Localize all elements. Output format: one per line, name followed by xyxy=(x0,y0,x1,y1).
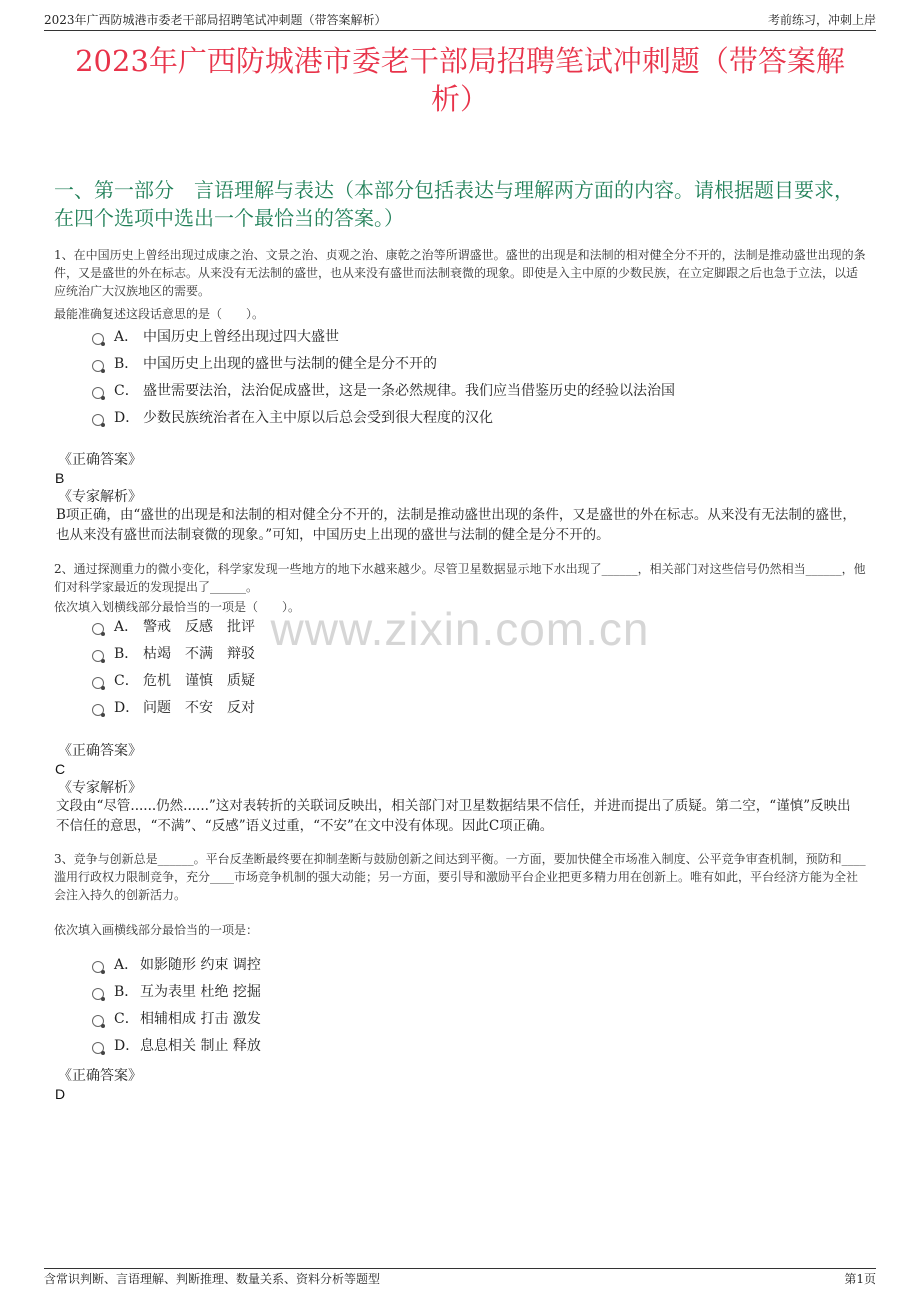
option-key: A． xyxy=(114,957,139,973)
option-a[interactable] xyxy=(92,327,812,354)
radio-icon[interactable] xyxy=(92,704,104,716)
option-a[interactable] xyxy=(92,955,812,982)
expert-analysis-label: 《专家解析》 xyxy=(58,780,142,796)
option-b[interactable] xyxy=(92,354,812,381)
correct-answer: C xyxy=(55,761,66,777)
option-text: 如影随形 约束 调控 xyxy=(140,957,261,973)
correct-answer-label: 《正确答案》 xyxy=(58,452,142,468)
question-2-prompt: 依次填入划横线部分最恰当的一项是（ ）。 xyxy=(54,600,301,614)
option-text: 危机 谨慎 质疑 xyxy=(143,673,255,689)
option-text: 相辅相成 打击 激发 xyxy=(140,1011,261,1027)
radio-icon[interactable] xyxy=(92,677,104,689)
correct-answer: D xyxy=(55,1086,66,1102)
expert-analysis-label: 《专家解析》 xyxy=(58,489,142,505)
question-3-text: 3、竞争与创新总是______。平台反垄断最终要在抑制垄断与鼓励创新之间达到平衡。一方面，要加快健全市场准入制度、公平竞争审查机制，预防和____滥用行政权力限制竞争，充分____市场竞争机制的强大动能；另一方面，要引导和激励平台企业把更多精力用在创新上。唯有如此，平台经济方能为全社会注入持久的创新活力。 xyxy=(54,852,866,902)
question-1-options xyxy=(92,327,812,435)
option-c[interactable] xyxy=(92,381,812,408)
option-text: 盛世需要法治，法治促成盛世，这是一条必然规律。我们应当借鉴历史的经验以法治国 xyxy=(143,383,675,399)
option-text: 中国历史上曾经出现过四大盛世 xyxy=(143,329,339,345)
radio-icon[interactable] xyxy=(92,360,104,372)
expert-analysis: 文段由“尽管......仍然......”这对表转折的关联词反映出，相关部门对卫星数据结果不信任，并进而提出了质疑。第二空，“谨慎”反映出不信任的意思，“不满”、“反感”语义过重，“不安”在文中没有体现。因此C项正确。 xyxy=(56,798,851,834)
option-text: 警戒 反感 批评 xyxy=(143,619,255,635)
question-2-text: 2、通过探测重力的微小变化，科学家发现一些地方的地下水越来越少。尽管卫星数据显示地下水出现了______，相关部门对这些信号仍然相当______，他们对科学家最近的发现提出了______。 xyxy=(54,562,866,594)
option-key: C． xyxy=(114,673,139,689)
option-b[interactable] xyxy=(92,982,812,1009)
option-d[interactable] xyxy=(92,698,812,725)
option-key: D． xyxy=(114,1038,140,1054)
option-key: B． xyxy=(114,984,139,1000)
radio-icon[interactable] xyxy=(92,988,104,1000)
option-key: A． xyxy=(114,329,139,345)
option-key: B． xyxy=(114,646,139,662)
option-key: D． xyxy=(114,700,140,716)
page-footer xyxy=(44,1268,876,1289)
radio-icon[interactable] xyxy=(92,1015,104,1027)
option-text: 枯竭 不满 辩驳 xyxy=(143,646,255,662)
question-3-prompt: 依次填入画横线部分最恰当的一项是： xyxy=(54,923,259,937)
correct-answer-label: 《正确答案》 xyxy=(58,1068,142,1084)
watermark: www.zixin.com.cn xyxy=(270,603,650,655)
option-text: 少数民族统治者在入主中原以后总会受到很大程度的汉化 xyxy=(143,410,493,426)
page-title: 2023年广西防城港市委老干部局招聘笔试冲刺题（带答案解析） xyxy=(75,44,845,116)
question-1-text: 1、在中国历史上曾经出现过成康之治、文景之治、贞观之治、康乾之治等所谓盛世。盛世的出现是和法制的相对健全分不开的，法制是推动盛世出现的条件，又是盛世的外在标志。从来没有无法制的盛世，也从来没有盛世而法制衰微的现象。即使是入主中原的少数民族，在立定脚跟之后也急于立法，以适应统治广大汉族地区的需要。 xyxy=(54,248,866,298)
header-slogan: 考前练习，冲刺上岸 xyxy=(767,13,876,27)
page-header xyxy=(44,10,876,31)
question-1-prompt: 最能准确复述这段话意思的是（ ）。 xyxy=(54,307,265,321)
option-text: 中国历史上出现的盛世与法制的健全是分不开的 xyxy=(143,356,437,372)
page-number: 第1页 xyxy=(844,1272,876,1286)
radio-icon[interactable] xyxy=(92,387,104,399)
option-key: A． xyxy=(114,619,139,635)
expert-analysis: B项正确，由“盛世的出现是和法制的相对健全分不开的，法制是推动盛世出现的条件，又是盛世的外在标志。从来没有无法制的盛世，也从来没有盛世而法制衰微的现象。”可知，中国历史上出现的盛世与法制的健全是分不开的。 xyxy=(56,507,856,543)
radio-icon[interactable] xyxy=(92,961,104,973)
footer-note: 含常识判断、言语理解、判断推理、数量关系、资料分析等题型 xyxy=(44,1272,381,1286)
correct-answer-label: 《正确答案》 xyxy=(58,743,142,759)
header-title: 2023年广西防城港市委老干部局招聘笔试冲刺题（带答案解析） xyxy=(44,13,387,27)
option-key: C． xyxy=(114,383,139,399)
correct-answer: B xyxy=(55,470,65,486)
option-key: D． xyxy=(114,410,140,426)
radio-icon[interactable] xyxy=(92,414,104,426)
option-c[interactable] xyxy=(92,1009,812,1036)
option-text: 问题 不安 反对 xyxy=(143,700,255,716)
option-d[interactable] xyxy=(92,408,812,435)
option-key: B． xyxy=(114,356,139,372)
option-text: 息息相关 制止 释放 xyxy=(140,1038,261,1054)
section-heading: 一、第一部分 言语理解与表达（本部分包括表达与理解两方面的内容。请根据题目要求，在四个选项中选出一个最恰当的答案。） xyxy=(54,178,854,230)
question-3-options xyxy=(92,955,812,1063)
radio-icon[interactable] xyxy=(92,333,104,345)
radio-icon[interactable] xyxy=(92,1042,104,1054)
option-c[interactable] xyxy=(92,671,812,698)
option-key: C． xyxy=(114,1011,139,1027)
option-text: 互为表里 杜绝 挖掘 xyxy=(140,984,261,1000)
option-d[interactable] xyxy=(92,1036,812,1063)
